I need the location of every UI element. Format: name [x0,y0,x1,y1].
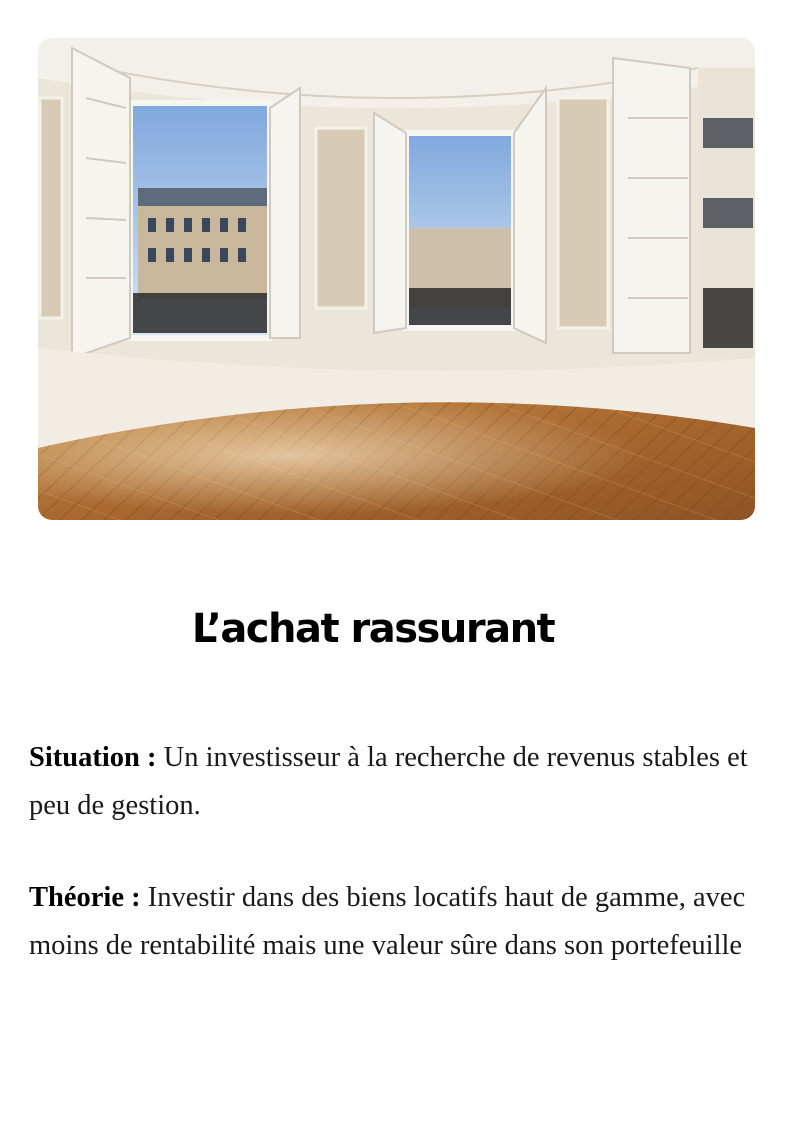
situation-text: Un investisseur à la recherche de revenus stables et peu de gestion. [29,742,748,821]
page-title: L’achat rassurant [191,606,555,652]
theory-paragraph [29,874,774,970]
situation-paragraph [29,734,774,830]
theory-text: Investir dans des biens locatifs haut de gamme, avec moins de rentabilité mais une valeur sûre dans son portefeuille [29,882,746,961]
apartment-photo [38,38,755,520]
situation-label: Situation : [29,742,157,773]
theory-label: Théorie : [29,882,141,913]
